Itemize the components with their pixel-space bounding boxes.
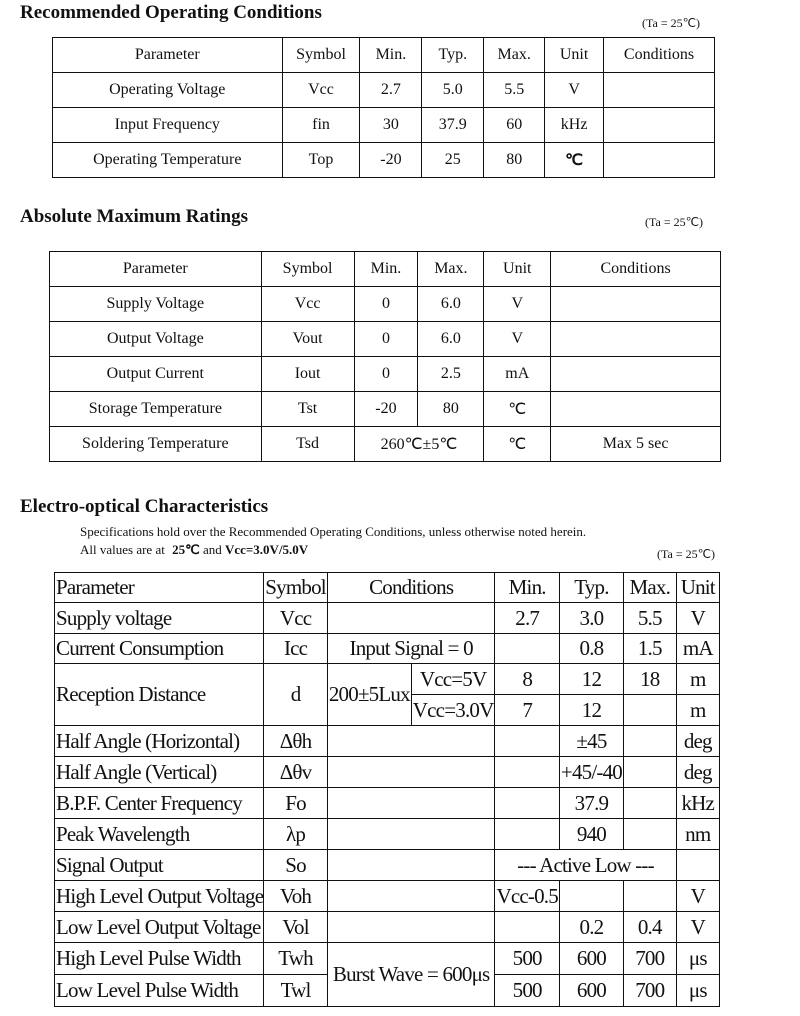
- recommended-table: [52, 37, 715, 178]
- table-cell: 37.9: [559, 788, 623, 819]
- table-cell: 12: [559, 695, 623, 726]
- table-cell: m: [676, 664, 719, 695]
- table-cell: [624, 788, 677, 819]
- table-cell: 2.5: [418, 357, 484, 392]
- header-cell: Parameter: [55, 573, 264, 603]
- header-cell: Symbol: [282, 38, 360, 73]
- table-cell: [604, 73, 715, 108]
- table-cell: 500: [495, 975, 559, 1007]
- table-cell: Twl: [264, 975, 328, 1007]
- table-cell: So: [264, 850, 328, 881]
- header-cell: Max.: [418, 252, 484, 287]
- table-cell: nm: [676, 819, 719, 850]
- table-cell: Tst: [261, 392, 354, 427]
- table-cell: 0: [354, 357, 418, 392]
- electro-ta-note: (Ta = 25℃): [657, 547, 716, 561]
- table-cell: 6.0: [418, 322, 484, 357]
- table-cell: -20: [360, 143, 422, 178]
- table-cell: [495, 912, 559, 943]
- table-cell: [551, 287, 721, 322]
- table-header-row: [53, 38, 715, 73]
- table-cell: λp: [264, 819, 328, 850]
- table-cell: 500: [495, 943, 559, 975]
- table-cell: Max 5 sec: [551, 427, 721, 462]
- table-cell: 0.2: [559, 912, 623, 943]
- table-cell: mA: [676, 634, 719, 664]
- header-cell: Min.: [354, 252, 418, 287]
- table-cell: Fo: [264, 788, 328, 819]
- table-cell: Current Consumption: [55, 634, 264, 664]
- table-cell: Half Angle (Vertical): [55, 757, 264, 788]
- table-cell: [327, 819, 495, 850]
- table-row: [55, 757, 720, 788]
- table-cell: Icc: [264, 634, 328, 664]
- table-cell: 600: [559, 943, 623, 975]
- table-cell: 12: [559, 664, 623, 695]
- header-cell: Conditions: [551, 252, 721, 287]
- table-cell: ℃: [484, 392, 551, 427]
- header-cell: Max.: [484, 38, 545, 73]
- table-cell: 7: [495, 695, 559, 726]
- table-row: [55, 664, 720, 695]
- table-cell: Soldering Temperature: [50, 427, 262, 462]
- table-cell: Low Level Pulse Width: [55, 975, 264, 1007]
- table-row: [53, 143, 715, 178]
- table-cell: 0: [354, 322, 418, 357]
- table-cell: 260℃±5℃: [354, 427, 484, 462]
- table-cell: Output Current: [50, 357, 262, 392]
- table-cell: [327, 757, 495, 788]
- table-row: [50, 357, 721, 392]
- table-row: [50, 392, 721, 427]
- table-cell: Operating Voltage: [53, 73, 283, 108]
- table-row: [55, 850, 720, 881]
- table-cell: +45/-40: [559, 757, 623, 788]
- table-cell: V: [484, 322, 551, 357]
- table-row: [55, 634, 720, 664]
- table-header-row: [55, 573, 720, 603]
- table-cell: 3.0: [559, 603, 623, 634]
- header-cell: Conditions: [604, 38, 715, 73]
- table-cell: [624, 726, 677, 757]
- table-cell: ℃: [484, 427, 551, 462]
- table-cell: 5.5: [484, 73, 545, 108]
- table-cell: ℃: [545, 143, 604, 178]
- table-cell: [327, 603, 495, 634]
- table-cell: Burst Wave = 600μs: [327, 943, 495, 1007]
- table-cell: Vcc-0.5: [495, 881, 559, 912]
- table-cell: Tsd: [261, 427, 354, 462]
- table-cell: Vcc: [282, 73, 360, 108]
- table-cell: --- Active Low ---: [495, 850, 676, 881]
- table-cell: 0.8: [559, 634, 623, 664]
- table-cell: 0.4: [624, 912, 677, 943]
- table-cell: Vol: [264, 912, 328, 943]
- header-cell: Typ.: [422, 38, 484, 73]
- table-cell: V: [676, 912, 719, 943]
- table-cell: Peak Wavelength: [55, 819, 264, 850]
- header-cell: Unit: [545, 38, 604, 73]
- electro-note-2: All values are at 25℃ and Vcc=3.0V/5.0V: [80, 542, 309, 557]
- absolute-title: Absolute Maximum Ratings: [20, 206, 249, 227]
- table-cell: [551, 357, 721, 392]
- table-cell: [551, 392, 721, 427]
- table-cell: 8: [495, 664, 559, 695]
- recommended-title: Recommended Operating Conditions: [20, 2, 322, 23]
- table-cell: kHz: [676, 788, 719, 819]
- table-cell: deg: [676, 757, 719, 788]
- table-cell: V: [545, 73, 604, 108]
- table-cell: [495, 726, 559, 757]
- table-row: [53, 73, 715, 108]
- table-cell: [624, 881, 677, 912]
- table-cell: μs: [676, 975, 719, 1007]
- table-cell: 200±5Lux: [327, 664, 411, 726]
- table-cell: Iout: [261, 357, 354, 392]
- table-row: [55, 788, 720, 819]
- table-cell: Vcc=5V: [411, 664, 495, 695]
- table-cell: Δθv: [264, 757, 328, 788]
- table-cell: Input Signal = 0: [327, 634, 495, 664]
- table-cell: m: [676, 695, 719, 726]
- table-cell: 60: [484, 108, 545, 143]
- table-row: [53, 108, 715, 143]
- table-cell: [327, 912, 495, 943]
- header-cell: Typ.: [559, 573, 623, 603]
- table-row: [50, 322, 721, 357]
- header-cell: Unit: [676, 573, 719, 603]
- table-cell: Vcc: [261, 287, 354, 322]
- table-cell: High Level Pulse Width: [55, 943, 264, 975]
- table-cell: Supply Voltage: [50, 287, 262, 322]
- table-cell: Storage Temperature: [50, 392, 262, 427]
- table-cell: Low Level Output Voltage: [55, 912, 264, 943]
- table-cell: Δθh: [264, 726, 328, 757]
- table-cell: Twh: [264, 943, 328, 975]
- recommended-ta-note: (Ta = 25℃): [642, 16, 701, 30]
- table-cell: [551, 322, 721, 357]
- table-cell: Top: [282, 143, 360, 178]
- table-cell: V: [676, 603, 719, 634]
- table-cell: 2.7: [360, 73, 422, 108]
- table-cell: 700: [624, 943, 677, 975]
- table-cell: 80: [484, 143, 545, 178]
- table-row: [55, 912, 720, 943]
- table-cell: -20: [354, 392, 418, 427]
- table-cell: Output Voltage: [50, 322, 262, 357]
- table-cell: High Level Output Voltage: [55, 881, 264, 912]
- table-row: [50, 287, 721, 322]
- table-cell: 2.7: [495, 603, 559, 634]
- table-row: [55, 603, 720, 634]
- table-cell: 5.0: [422, 73, 484, 108]
- table-cell: [495, 757, 559, 788]
- table-cell: Operating Temperature: [53, 143, 283, 178]
- table-cell: 80: [418, 392, 484, 427]
- table-cell: [327, 726, 495, 757]
- table-cell: Voh: [264, 881, 328, 912]
- table-cell: B.P.F. Center Frequency: [55, 788, 264, 819]
- table-cell: Half Angle (Horizontal): [55, 726, 264, 757]
- header-cell: Unit: [484, 252, 551, 287]
- table-cell: Vcc=3.0V: [411, 695, 495, 726]
- table-cell: 700: [624, 975, 677, 1007]
- electro-title: Electro-optical Characteristics: [20, 496, 269, 517]
- table-row: [55, 881, 720, 912]
- table-cell: Input Frequency: [53, 108, 283, 143]
- table-cell: [327, 881, 495, 912]
- table-cell: [327, 850, 495, 881]
- header-cell: Min.: [360, 38, 422, 73]
- table-cell: 25: [422, 143, 484, 178]
- table-row: [55, 943, 720, 975]
- table-cell: [624, 757, 677, 788]
- header-cell: Conditions: [327, 573, 495, 603]
- table-cell: 940: [559, 819, 623, 850]
- table-row: [50, 427, 721, 462]
- table-cell: 30: [360, 108, 422, 143]
- table-cell: kHz: [545, 108, 604, 143]
- table-cell: [495, 634, 559, 664]
- table-cell: fin: [282, 108, 360, 143]
- table-cell: V: [484, 287, 551, 322]
- table-cell: Signal Output: [55, 850, 264, 881]
- table-cell: 18: [624, 664, 677, 695]
- header-cell: Min.: [495, 573, 559, 603]
- table-cell: d: [264, 664, 328, 726]
- table-cell: [624, 819, 677, 850]
- table-cell: [559, 881, 623, 912]
- table-cell: 5.5: [624, 603, 677, 634]
- table-header-row: [50, 252, 721, 287]
- electro-note-1: Specifications hold over the Recommended Operating Conditions, unless otherwise noted herein.: [80, 524, 587, 539]
- table-cell: V: [676, 881, 719, 912]
- table-cell: [676, 850, 719, 881]
- table-cell: 1.5: [624, 634, 677, 664]
- table-cell: μs: [676, 943, 719, 975]
- table-cell: Supply voltage: [55, 603, 264, 634]
- table-cell: [495, 819, 559, 850]
- table-cell: [327, 788, 495, 819]
- table-cell: [604, 108, 715, 143]
- table-cell: 600: [559, 975, 623, 1007]
- table-cell: [604, 143, 715, 178]
- table-cell: deg: [676, 726, 719, 757]
- header-cell: Parameter: [50, 252, 262, 287]
- table-cell: Vcc: [264, 603, 328, 634]
- table-cell: Reception Distance: [55, 664, 264, 726]
- electro-table: [54, 572, 720, 1007]
- table-cell: 37.9: [422, 108, 484, 143]
- table-row: [55, 726, 720, 757]
- table-cell: Vout: [261, 322, 354, 357]
- table-cell: 0: [354, 287, 418, 322]
- table-row: [55, 819, 720, 850]
- header-cell: Symbol: [264, 573, 328, 603]
- absolute-table: [49, 251, 721, 462]
- header-cell: Max.: [624, 573, 677, 603]
- table-cell: [624, 695, 677, 726]
- absolute-ta-note: (Ta = 25℃): [645, 215, 704, 229]
- table-cell: mA: [484, 357, 551, 392]
- table-cell: [495, 788, 559, 819]
- header-cell: Parameter: [53, 38, 283, 73]
- header-cell: Symbol: [261, 252, 354, 287]
- table-cell: ±45: [559, 726, 623, 757]
- table-cell: 6.0: [418, 287, 484, 322]
